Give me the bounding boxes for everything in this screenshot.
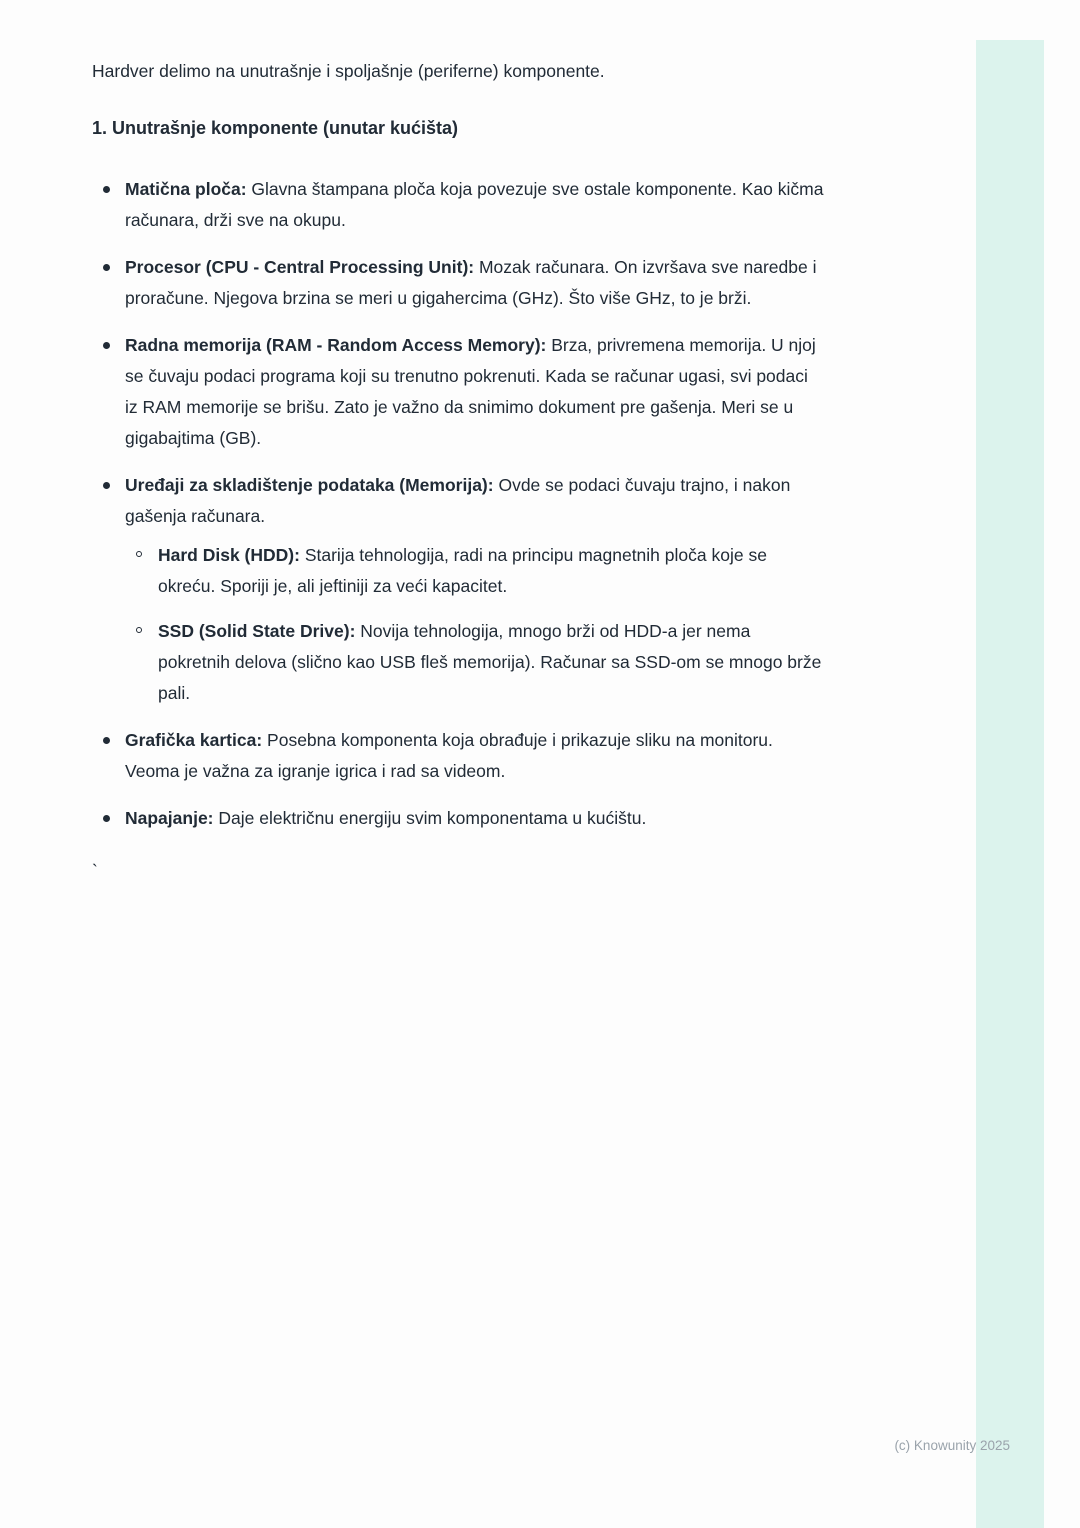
bullet-icon <box>103 342 110 349</box>
item-lead: Procesor (CPU - Central Processing Unit): <box>125 257 475 277</box>
bullet-icon <box>103 482 110 489</box>
trailing-character: ` <box>92 861 98 881</box>
bullet-icon <box>103 264 110 271</box>
list-item <box>92 252 824 314</box>
subitem-text: Novija tehnologija, mnogo brži od HDD-a jer nema pokretnih delova (slično kao USB fleš memorija). Računar sa SSD-om se mnogo brže pali. <box>158 621 822 703</box>
item-lead: Uređaji za skladištenje podataka (Memorija): <box>125 475 494 495</box>
subitem-text: Starija tehnologija, radi na principu magnetnih ploča koje se okreću. Sporiji je, ali jeftiniji za veći kapacitet. <box>158 545 767 596</box>
list-item <box>92 803 824 834</box>
storage-sublist <box>125 540 824 709</box>
list-item <box>92 725 824 787</box>
bullet-icon <box>103 737 110 744</box>
item-text: Daje električnu energiju svim komponentama u kućištu. <box>213 808 647 828</box>
section-heading: 1. Unutrašnje komponente (unutar kućišta) <box>92 118 459 138</box>
bullet-icon <box>103 186 110 193</box>
list-item <box>92 470 824 709</box>
circle-bullet-icon <box>136 627 142 633</box>
item-text: Brza, privremena memorija. U njoj se čuvaju podaci programa koji su trenutno pokrenuti. Kada se računar ugasi, svi podaci iz RAM memorije se brišu. Zato je važno da snimimo dokument pre gašenja. Meri se u gigabajtima (GB). <box>125 335 816 448</box>
accent-stripe <box>976 40 1044 1528</box>
list-item <box>92 174 824 236</box>
copyright-footer: (c) Knowunity 2025 <box>894 1438 1010 1453</box>
item-text: Posebna komponenta koja obrađuje i prikazuje sliku na monitoru. Veoma je važna za igranje igrica i rad sa videom. <box>125 730 773 781</box>
item-text: Mozak računara. On izvršava sve naredbe i proračune. Njegova brzina se meri u gigahercima (GHz). Što više GHz, to je brži. <box>125 257 817 308</box>
subitem-lead: Hard Disk (HDD): <box>158 545 300 565</box>
document-content <box>92 56 824 887</box>
item-lead: Napajanje: <box>125 808 214 828</box>
item-lead: Matična ploča: <box>125 179 247 199</box>
sublist-item <box>125 616 824 709</box>
sublist-item <box>125 540 824 602</box>
list-item <box>92 330 824 454</box>
item-lead: Radna memorija (RAM - Random Access Memory): <box>125 335 547 355</box>
subitem-lead: SSD (Solid State Drive): <box>158 621 356 641</box>
item-text: Ovde se podaci čuvaju trajno, i nakon gašenja računara. <box>125 475 791 526</box>
circle-bullet-icon <box>136 551 142 557</box>
item-text: Glavna štampana ploča koja povezuje sve ostale komponente. Kao kičma računara, drži sve na okupu. <box>125 179 824 230</box>
intro-paragraph: Hardver delimo na unutrašnje i spoljašnje (periferne) komponente. <box>92 61 605 81</box>
component-list <box>92 174 824 834</box>
item-lead: Grafička kartica: <box>125 730 263 750</box>
bullet-icon <box>103 815 110 822</box>
